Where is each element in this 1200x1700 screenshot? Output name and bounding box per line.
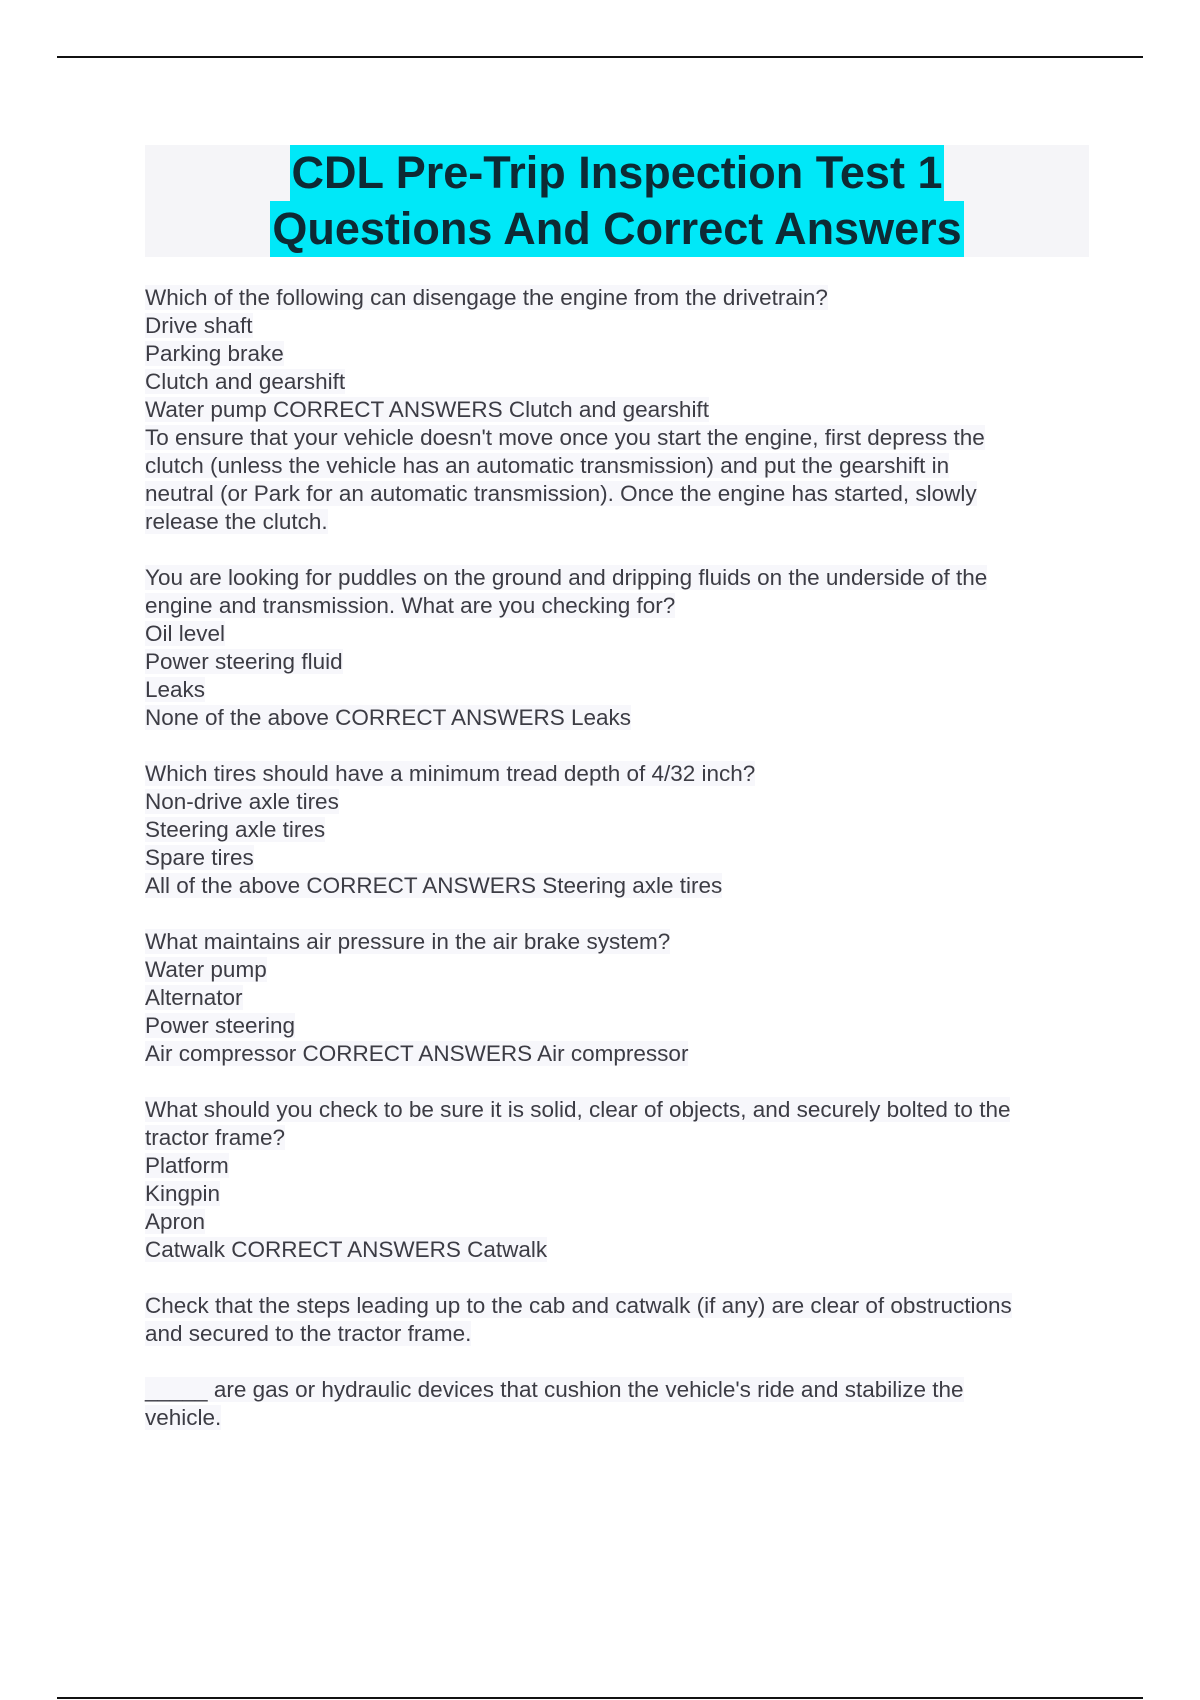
text-line-content: Clutch and gearshift xyxy=(145,369,346,394)
text-line-content: Drive shaft xyxy=(145,313,253,338)
qa-block xyxy=(145,1292,1089,1348)
text-line-content: Which tires should have a minimum tread depth of 4/32 inch? xyxy=(145,761,756,786)
text-line xyxy=(145,872,1089,900)
title-line-2: Questions And Correct Answers xyxy=(270,201,963,257)
text-line xyxy=(145,844,1089,872)
text-line xyxy=(145,928,1089,956)
text-line-content: Non-drive axle tires xyxy=(145,789,339,814)
bottom-rule xyxy=(57,1697,1143,1699)
text-line xyxy=(145,1096,1089,1124)
top-rule xyxy=(57,56,1143,58)
text-line-content: What maintains air pressure in the air brake system? xyxy=(145,929,671,954)
text-line-content: Power steering fluid xyxy=(145,649,343,674)
text-line-content: What should you check to be sure it is solid, clear of objects, and securely bolted to the xyxy=(145,1097,1011,1122)
text-line xyxy=(145,508,1089,536)
block-spacer xyxy=(145,1264,1089,1292)
text-line-content: Platform xyxy=(145,1153,229,1178)
qa-block xyxy=(145,760,1089,900)
text-line-content: Power steering xyxy=(145,1013,296,1038)
qa-block xyxy=(145,564,1089,732)
qa-block xyxy=(145,1376,1089,1432)
qa-block xyxy=(145,928,1089,1068)
text-line-content: Apron xyxy=(145,1209,206,1234)
text-line xyxy=(145,368,1089,396)
text-line xyxy=(145,956,1089,984)
block-spacer xyxy=(145,732,1089,760)
text-line xyxy=(145,676,1089,704)
text-line xyxy=(145,312,1089,340)
text-line xyxy=(145,648,1089,676)
text-line-content: Air compressor CORRECT ANSWERS Air compressor xyxy=(145,1041,689,1066)
text-line-content: You are looking for puddles on the ground and dripping fluids on the underside of the xyxy=(145,565,988,590)
text-line xyxy=(145,704,1089,732)
document-body xyxy=(145,284,1089,1432)
text-line-content: release the clutch. xyxy=(145,509,328,534)
block-spacer xyxy=(145,1348,1089,1376)
text-line xyxy=(145,1208,1089,1236)
text-line-content: tractor frame? xyxy=(145,1125,286,1150)
text-line xyxy=(145,1180,1089,1208)
text-line xyxy=(145,788,1089,816)
text-line-content: engine and transmission. What are you checking for? xyxy=(145,593,676,618)
text-line xyxy=(145,984,1089,1012)
text-line-content: and secured to the tractor frame. xyxy=(145,1321,472,1346)
text-line-content: Water pump CORRECT ANSWERS Clutch and gearshift xyxy=(145,397,709,422)
text-line xyxy=(145,424,1089,452)
text-line xyxy=(145,564,1089,592)
text-line-content: Water pump xyxy=(145,957,267,982)
text-line xyxy=(145,760,1089,788)
text-line xyxy=(145,1040,1089,1068)
text-line-content: vehicle. xyxy=(145,1405,222,1430)
text-line xyxy=(145,816,1089,844)
qa-block xyxy=(145,1096,1089,1264)
text-line xyxy=(145,396,1089,424)
text-line-content: To ensure that your vehicle doesn't move once you start the engine, first depress the xyxy=(145,425,985,450)
document-title xyxy=(145,145,1089,257)
title-line-1: CDL Pre-Trip Inspection Test 1 xyxy=(290,145,945,201)
text-line-content: None of the above CORRECT ANSWERS Leaks xyxy=(145,705,632,730)
text-line xyxy=(145,1320,1089,1348)
text-line xyxy=(145,1124,1089,1152)
text-line-content: Oil level xyxy=(145,621,226,646)
qa-block xyxy=(145,284,1089,536)
text-line-content: Check that the steps leading up to the cab and catwalk (if any) are clear of obstructions xyxy=(145,1293,1012,1318)
text-line-content: _____ are gas or hydraulic devices that cushion the vehicle's ride and stabilize the xyxy=(145,1377,964,1402)
text-line-content: clutch (unless the vehicle has an automatic transmission) and put the gearshift in xyxy=(145,453,950,478)
text-line-content: Catwalk CORRECT ANSWERS Catwalk xyxy=(145,1237,548,1262)
block-spacer xyxy=(145,1068,1089,1096)
text-line xyxy=(145,1292,1089,1320)
text-line-content: Parking brake xyxy=(145,341,284,366)
text-line-content: Which of the following can disengage the engine from the drivetrain? xyxy=(145,285,828,310)
text-line-content: Alternator xyxy=(145,985,243,1010)
text-line xyxy=(145,1376,1089,1404)
text-line-content: neutral (or Park for an automatic transmission). Once the engine has started, slowly xyxy=(145,481,977,506)
text-line-content: Spare tires xyxy=(145,845,254,870)
text-line xyxy=(145,452,1089,480)
text-line-content: All of the above CORRECT ANSWERS Steering axle tires xyxy=(145,873,723,898)
text-line-content: Leaks xyxy=(145,677,206,702)
text-line xyxy=(145,480,1089,508)
text-line xyxy=(145,1012,1089,1040)
text-line xyxy=(145,284,1089,312)
text-line xyxy=(145,1152,1089,1180)
text-line xyxy=(145,592,1089,620)
block-spacer xyxy=(145,900,1089,928)
text-line-content: Kingpin xyxy=(145,1181,221,1206)
text-line xyxy=(145,1236,1089,1264)
text-line xyxy=(145,1404,1089,1432)
text-line xyxy=(145,340,1089,368)
text-line-content: Steering axle tires xyxy=(145,817,326,842)
block-spacer xyxy=(145,536,1089,564)
text-line xyxy=(145,620,1089,648)
